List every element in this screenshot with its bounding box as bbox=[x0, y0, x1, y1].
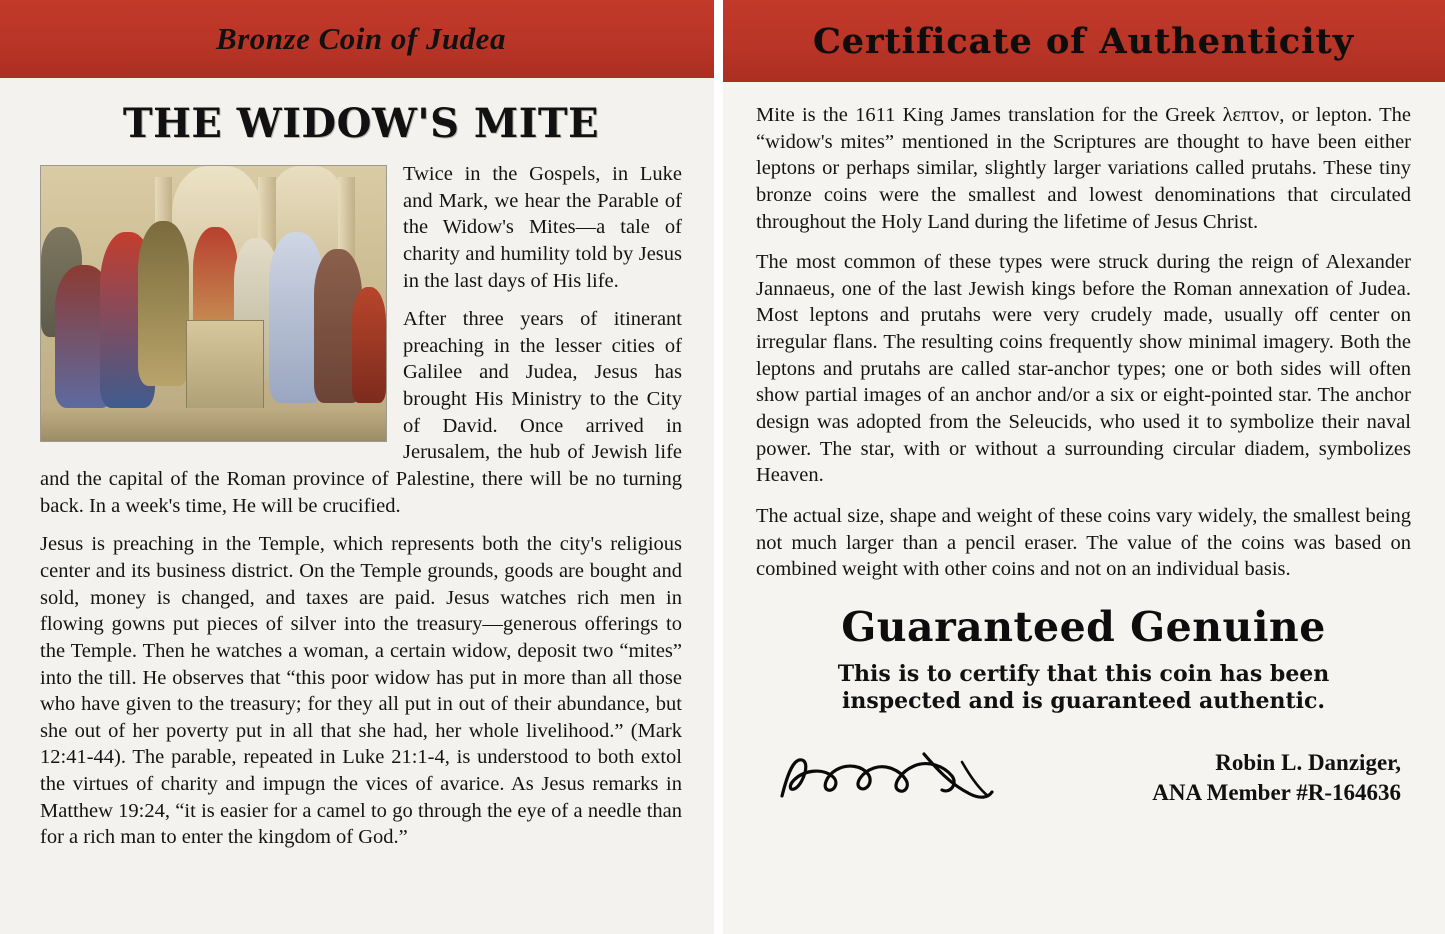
right-paragraph-1: Mite is the 1611 King James translation for the Greek λεπτον, or lepton. The “widow's mites” mentioned in the Scriptures are thought to have been either leptons or perhaps similar, slightly larger variations called prutahs. These tiny bronze coins were the smallest and lowest denominations that circulated throughout the Holy Land during the lifetime of Jesus Christ. bbox=[756, 104, 1411, 233]
signer-name: Robin L. Danziger, bbox=[1215, 750, 1401, 776]
left-content bbox=[0, 78, 722, 934]
signature-row bbox=[756, 742, 1411, 812]
painting-floor bbox=[41, 408, 386, 441]
panel-divider bbox=[714, 0, 723, 934]
signature-icon bbox=[774, 742, 1014, 812]
signer-block bbox=[1152, 748, 1401, 812]
signer-membership: ANA Member #R-164636 bbox=[1152, 780, 1401, 805]
left-panel bbox=[0, 0, 722, 934]
left-paragraph-3: Jesus is preaching in the Temple, which represents both the city's religious center and its business district. On the Temple grounds, goods are bought and sold, money is changed, and taxes are paid. Jesus watches rich men in flowing gowns put pieces of silver into the treasury—generous offerings to the Temple. Then he watches a woman, a certain widow, deposit two “mites” into the till. He observes that “this poor widow has put in more than all those who have given to the treasury; for they all put in out of their abundance, but she out of her poverty put in all that she had, her whole livelihood.” (Mark 12:41-44). The parable, repeated in Luke 21:1-4, is understood to both extol the virtues of charity and impugn the vices of avarice. As Jesus remarks in Matthew 19:24, “it is easier for a camel to go through the eye of a needle than for a rich man to enter the kingdom of God.” bbox=[40, 533, 682, 849]
left-paragraph-2: After three years of itinerant preaching in the lesser cities of Galilee and Judea, Jesus has brought His Ministry to the City of David. Once arrived in Jerusalem, the hub of Jewish life and the capital of the Roman province of Palestine, there will be no turning back. In a week's time, He will be crucified. bbox=[40, 308, 682, 517]
right-header-bar bbox=[722, 0, 1445, 82]
left-header-bar bbox=[0, 0, 722, 78]
right-panel bbox=[722, 0, 1445, 934]
right-paragraph-2: The most common of these types were struck during the reign of Alexander Jannaeus, one of the last Jewish kings before the Roman annexation of Judea. Most leptons and prutahs were very crudely made, usually off center on irregular flans. The resulting coins frequently show minimal imagery. Both the leptons and prutahs are called star-anchor types; one or both sides will often show partial images of an anchor and/or a six or eight-pointed star. The anchor design was adopted from the Seleucids, who used it to symbolize their naval power. The star, with or without a surrounding circular diadem, symbolizes Heaven. bbox=[756, 251, 1411, 487]
page-title: THE WIDOW'S MITE bbox=[122, 100, 600, 147]
right-paragraph-3: The actual size, shape and weight of these coins vary widely, the smallest being not much larger than a pencil eraser. The value of the coins was based on combined weight with other coins and not on an individual basis. bbox=[756, 504, 1411, 581]
right-header-title: Certificate of Authenticity bbox=[812, 20, 1355, 62]
guaranteed-genuine-heading: Guaranteed Genuine bbox=[841, 602, 1326, 651]
widows-mite-painting bbox=[40, 165, 387, 442]
left-paragraph-1: Twice in the Gospels, in Luke and Mark, we hear the Parable of the Widow's Mites—a tale of charity and humility told by Jesus in the last days of His life. bbox=[403, 163, 682, 292]
left-header-title: Bronze Coin of Judea bbox=[216, 21, 506, 56]
painting-figure bbox=[138, 221, 190, 386]
right-content bbox=[722, 82, 1445, 934]
certification-statement: This is to certify that this coin has been inspected and is guaranteed authentic. bbox=[837, 660, 1330, 715]
painting-figure bbox=[352, 287, 387, 403]
